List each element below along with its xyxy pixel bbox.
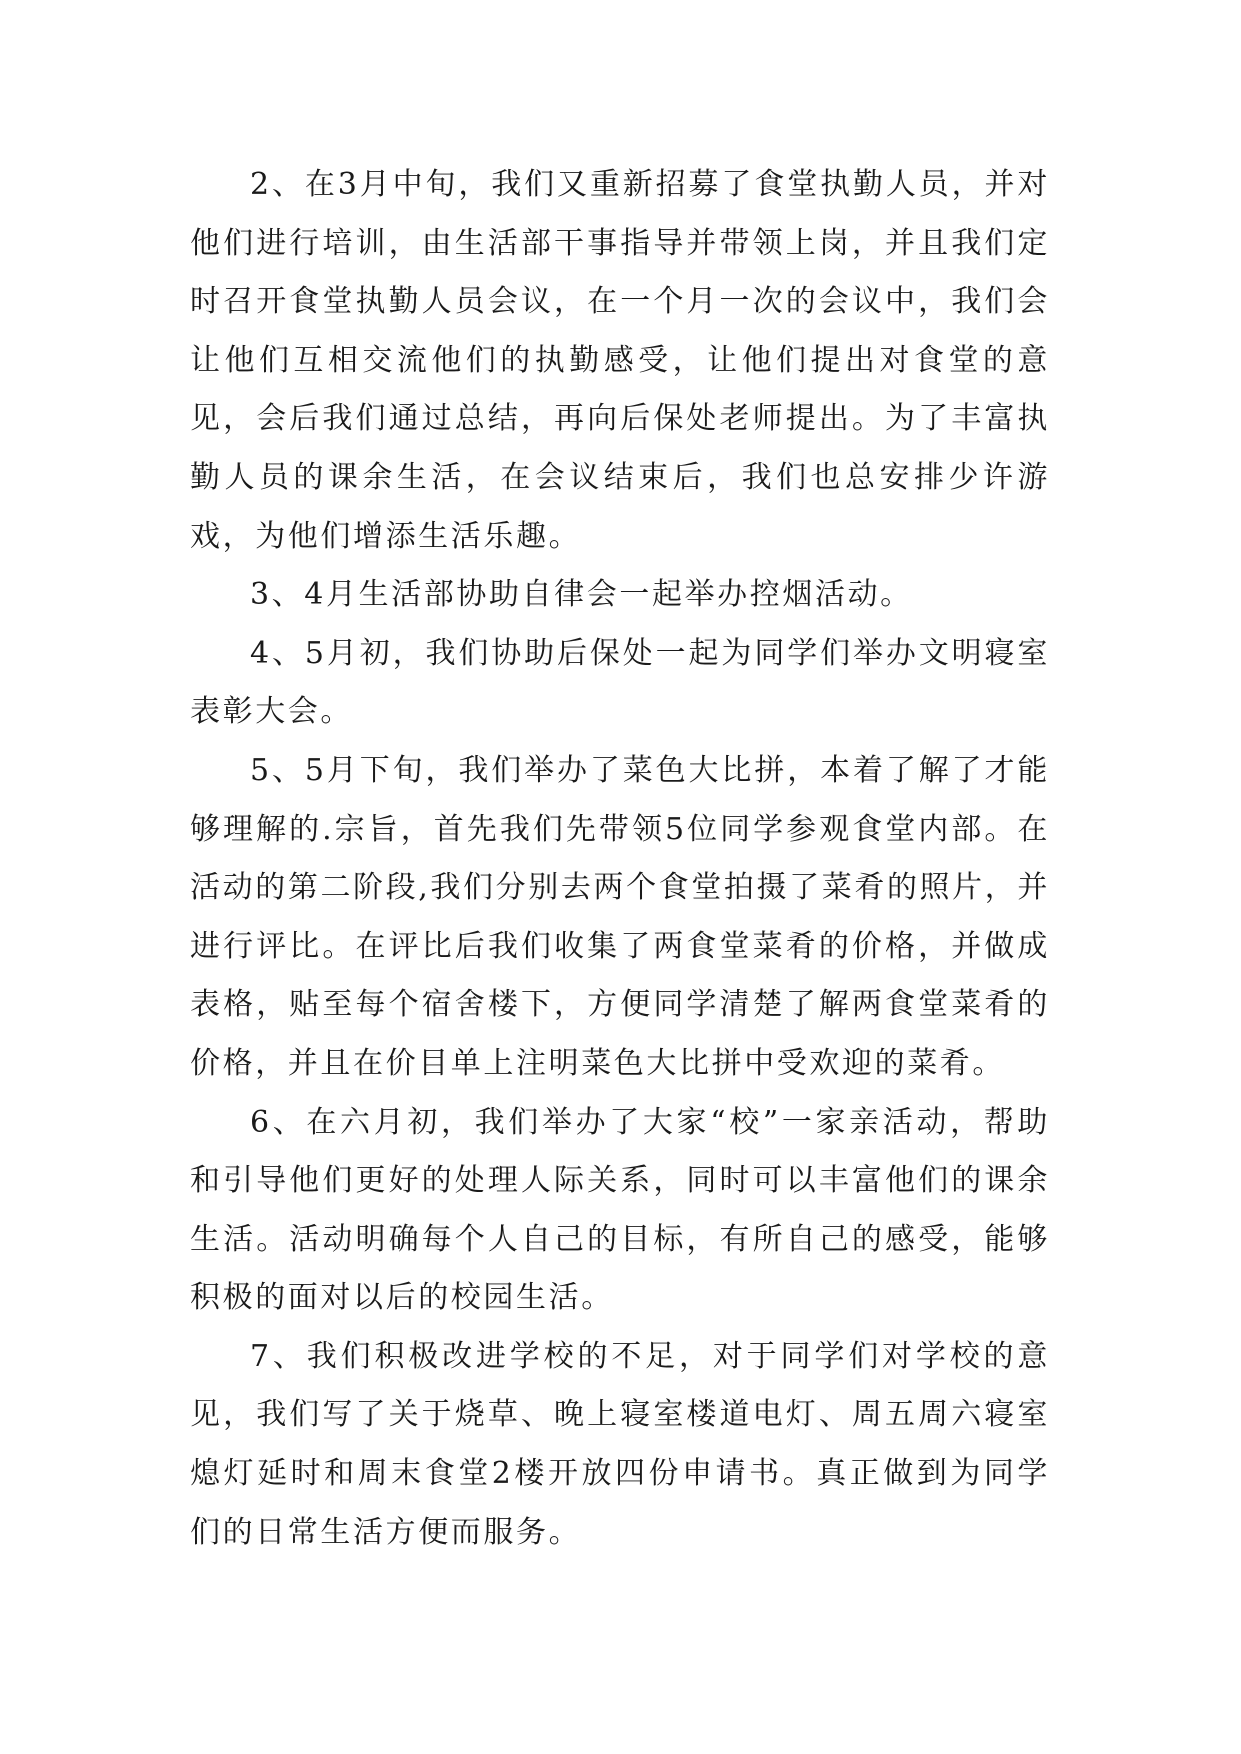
paragraph-item-2: 2、在3月中旬，我们又重新招募了食堂执勤人员，并对他们进行培训，由生活部干事指导并带领上岗，并且我们定时召开食堂执勤人员会议，在一个月一次的会议中，我们会让他们互相交流他们的执勤感受，让他们提出对食堂的意见，会后我们通过总结，再向后保处老师提出。为了丰富执勤人员的课余生活，在会议结束后，我们也总安排少许游戏，为他们增添生活乐趣。 [190,167,1050,554]
paragraph-item-3: 3、4月生活部协助自律会一起举办控烟活动。 [250,577,913,613]
paragraph-item-5: 5、5月下旬，我们举办了菜色大比拼，本着了解了才能够理解的.宗旨，首先我们先带领5位同学参观食堂内部。在活动的第二阶段,我们分别去两个食堂拍摄了菜肴的照片，并进行评比。在评比后我们收集了两食堂菜肴的价格，并做成表格，贴至每个宿舍楼下，方便同学清楚了解两食堂菜肴的价格，并且在价目单上注明菜色大比拼中受欢迎的菜肴。 [190,752,1050,1081]
document-body [190,156,1050,1562]
paragraph-item-4: 4、5月初，我们协助后保处一起为同学们举办文明寝室表彰大会。 [190,635,1050,730]
paragraph-item-6: 6、在六月初，我们举办了大家“校”一家亲活动，帮助和引导他们更好的处理人际关系，同时可以丰富他们的课余生活。活动明确每个人自己的目标，有所自己的感受，能够积极的面对以后的校园生活。 [190,1104,1050,1316]
paragraph-item-7: 7、我们积极改进学校的不足，对于同学们对学校的意见，我们写了关于烧草、晚上寝室楼道电灯、周五周六寝室熄灯延时和周末食堂2楼开放四份申请书。真正做到为同学们的日常生活方便而服务。 [190,1338,1050,1550]
